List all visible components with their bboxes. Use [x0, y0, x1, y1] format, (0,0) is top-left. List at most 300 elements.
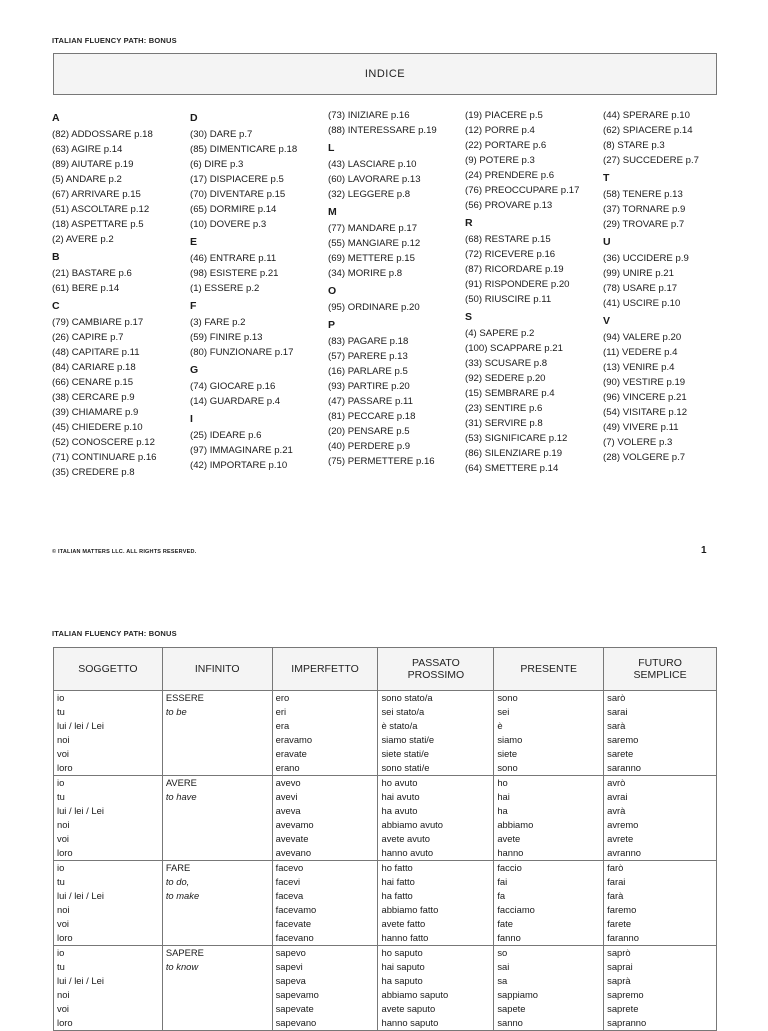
table-row	[54, 719, 717, 733]
index-entry: (87) RICORDARE p.19	[465, 264, 564, 275]
page-header: ITALIAN FLUENCY PATH: BONUS	[52, 36, 177, 45]
index-letter-heading: O	[328, 285, 337, 297]
index-letter-heading: F	[190, 300, 197, 312]
index-entry: (19) PIACERE p.5	[465, 110, 543, 121]
subject-cell: noi	[54, 988, 163, 1002]
infinitive-cell: to make	[162, 889, 272, 903]
passato-cell: hanno fatto	[378, 931, 494, 946]
header-passato-prossimo: PASSATO PROSSIMO	[378, 648, 494, 691]
table-row	[54, 889, 717, 903]
passato-cell: siamo stati/e	[378, 733, 494, 747]
presente-cell: facciamo	[494, 903, 604, 917]
index-entry: (28) VOLGERE p.7	[603, 452, 686, 463]
table-row	[54, 733, 717, 747]
table-row	[54, 1002, 717, 1016]
index-entry: (64) SMETTERE p.14	[465, 463, 559, 474]
table-row	[54, 917, 717, 931]
index-title-box	[53, 53, 717, 95]
presente-cell: avete	[494, 832, 604, 846]
table-row	[54, 747, 717, 761]
index-entry: (48) CAPITARE p.11	[52, 347, 140, 358]
index-letter-heading: L	[328, 142, 335, 154]
futuro-cell: saprete	[604, 1002, 717, 1016]
futuro-cell: saremo	[604, 733, 717, 747]
index-entry: (17) DISPIACERE p.5	[190, 174, 284, 185]
index-entry: (4) SAPERE p.2	[465, 328, 535, 339]
index-entry: (16) PARLARE p.5	[328, 366, 408, 377]
index-entry: (73) INIZIARE p.16	[328, 110, 410, 121]
passato-cell: abbiamo fatto	[378, 903, 494, 917]
index-column-3	[328, 108, 437, 469]
imperfetto-cell: eravate	[272, 747, 378, 761]
index-entry: (10) DOVERE p.3	[190, 219, 267, 230]
imperfetto-cell: erano	[272, 761, 378, 776]
index-letter-heading: B	[52, 251, 60, 263]
header-presente: PRESENTE	[494, 648, 604, 691]
index-entry: (3) FARE p.2	[190, 317, 246, 328]
copyright-footer: © ITALIAN MATTERS LLC. ALL RIGHTS RESERVED.	[52, 549, 197, 555]
index-entry: (2) AVERE p.2	[52, 234, 114, 245]
index-letter-heading: U	[603, 236, 611, 248]
imperfetto-cell: eravamo	[272, 733, 378, 747]
index-entry: (68) RESTARE p.15	[465, 234, 551, 245]
subject-cell: voi	[54, 917, 163, 931]
subject-cell: lui / lei / Lei	[54, 974, 163, 988]
subject-cell: voi	[54, 747, 163, 761]
passato-cell: abbiamo avuto	[378, 818, 494, 832]
table-row	[54, 903, 717, 917]
imperfetto-cell: facevo	[272, 861, 378, 876]
index-entry: (55) MANGIARE p.12	[328, 238, 421, 249]
index-entry: (83) PAGARE p.18	[328, 336, 409, 347]
index-entry: (9) POTERE p.3	[465, 155, 535, 166]
index-entry: (89) AIUTARE p.19	[52, 159, 134, 170]
presente-cell: ha	[494, 804, 604, 818]
index-entry: (50) RIUSCIRE p.11	[465, 294, 552, 305]
index-entry: (94) VALERE p.20	[603, 332, 682, 343]
index-entry: (72) RICEVERE p.16	[465, 249, 556, 260]
table-row	[54, 691, 717, 706]
index-letter-heading: M	[328, 206, 337, 218]
infinitive-cell	[162, 974, 272, 988]
index-entry: (65) DORMIRE p.14	[190, 204, 277, 215]
index-entry: (84) CARIARE p.18	[52, 362, 136, 373]
imperfetto-cell: avevi	[272, 790, 378, 804]
futuro-cell: farà	[604, 889, 717, 903]
conjugation-table	[53, 647, 717, 1031]
index-entry: (97) IMMAGINARE p.21	[190, 445, 293, 456]
presente-cell: fa	[494, 889, 604, 903]
index-entry: (42) IMPORTARE p.10	[190, 460, 288, 471]
index-entry: (85) DIMENTICARE p.18	[190, 144, 298, 155]
imperfetto-cell: facevi	[272, 875, 378, 889]
index-entry: (43) LASCIARE p.10	[328, 159, 417, 170]
futuro-cell: avrà	[604, 804, 717, 818]
index-entry: (15) SEMBRARE p.4	[465, 388, 555, 399]
subject-cell: lui / lei / Lei	[54, 804, 163, 818]
index-entry: (71) CONTINUARE p.16	[52, 452, 157, 463]
infinitive-cell: ESSERE	[162, 691, 272, 706]
index-column-2	[190, 108, 297, 473]
index-entry: (14) GUARDARE p.4	[190, 396, 281, 407]
index-entry: (23) SENTIRE p.6	[465, 403, 543, 414]
subject-cell: lui / lei / Lei	[54, 889, 163, 903]
index-entry: (32) LEGGERE p.8	[328, 189, 411, 200]
infinitive-cell: to have	[162, 790, 272, 804]
infinitive-cell: FARE	[162, 861, 272, 876]
subject-cell: loro	[54, 931, 163, 946]
index-entry: (81) PECCARE p.18	[328, 411, 416, 422]
header-futuro-semplice: FUTURO SEMPLICE	[604, 648, 717, 691]
futuro-cell: farai	[604, 875, 717, 889]
futuro-cell: sarai	[604, 705, 717, 719]
imperfetto-cell: sapeva	[272, 974, 378, 988]
index-entry: (77) MANDARE p.17	[328, 223, 418, 234]
passato-cell: siete stati/e	[378, 747, 494, 761]
imperfetto-cell: avevo	[272, 776, 378, 791]
infinitive-cell	[162, 917, 272, 931]
index-entry: (53) SIGNIFICARE p.12	[465, 433, 568, 444]
subject-cell: voi	[54, 832, 163, 846]
subject-cell: tu	[54, 705, 163, 719]
passato-cell: sono stato/a	[378, 691, 494, 706]
table-row	[54, 960, 717, 974]
subject-cell: noi	[54, 818, 163, 832]
index-entry: (80) FUNZIONARE p.17	[190, 347, 294, 358]
table-header-row	[54, 648, 717, 691]
futuro-cell: farete	[604, 917, 717, 931]
passato-cell: avete saputo	[378, 1002, 494, 1016]
infinitive-cell: AVERE	[162, 776, 272, 791]
index-column-1	[52, 108, 157, 480]
index-entry: (76) PREOCCUPARE p.17	[465, 185, 580, 196]
index-entry: (31) SERVIRE p.8	[465, 418, 543, 429]
infinitive-cell	[162, 832, 272, 846]
index-entry: (60) LAVORARE p.13	[328, 174, 421, 185]
index-entry: (99) UNIRE p.21	[603, 268, 674, 279]
futuro-cell: sapremo	[604, 988, 717, 1002]
infinitive-cell	[162, 931, 272, 946]
index-entry: (54) VISITARE p.12	[603, 407, 688, 418]
infinitive-cell	[162, 761, 272, 776]
index-entry: (35) CREDERE p.8	[52, 467, 135, 478]
imperfetto-cell: facevano	[272, 931, 378, 946]
index-entry: (90) VESTIRE p.19	[603, 377, 686, 388]
subject-cell: noi	[54, 733, 163, 747]
index-entry: (36) UCCIDERE p.9	[603, 253, 689, 264]
index-entry: (56) PROVARE p.13	[465, 200, 553, 211]
passato-cell: avete avuto	[378, 832, 494, 846]
page-header-2: ITALIAN FLUENCY PATH: BONUS	[52, 629, 177, 638]
index-entry: (78) USARE p.17	[603, 283, 678, 294]
index-letter-heading: C	[52, 300, 60, 312]
presente-cell: sono	[494, 761, 604, 776]
subject-cell: loro	[54, 1016, 163, 1031]
index-entry: (57) PARERE p.13	[328, 351, 408, 362]
futuro-cell: saprà	[604, 974, 717, 988]
index-entry: (30) DARE p.7	[190, 129, 253, 140]
subject-cell: tu	[54, 790, 163, 804]
index-entry: (52) CONOSCERE p.12	[52, 437, 155, 448]
index-entry: (93) PARTIRE p.20	[328, 381, 410, 392]
imperfetto-cell: aveva	[272, 804, 378, 818]
index-entry: (51) ASCOLTARE p.12	[52, 204, 150, 215]
imperfetto-cell: sapevate	[272, 1002, 378, 1016]
table-row	[54, 818, 717, 832]
index-letter-heading: A	[52, 112, 60, 124]
index-entry: (29) TROVARE p.7	[603, 219, 685, 230]
index-entry: (46) ENTRARE p.11	[190, 253, 277, 264]
futuro-cell: avrai	[604, 790, 717, 804]
presente-cell: siete	[494, 747, 604, 761]
presente-cell: siamo	[494, 733, 604, 747]
index-entry: (21) BASTARE p.6	[52, 268, 132, 279]
passato-cell: abbiamo saputo	[378, 988, 494, 1002]
table-row	[54, 861, 717, 876]
passato-cell: sei stato/a	[378, 705, 494, 719]
imperfetto-cell: era	[272, 719, 378, 733]
subject-cell: loro	[54, 846, 163, 861]
futuro-cell: saranno	[604, 761, 717, 776]
futuro-cell: saprò	[604, 946, 717, 961]
index-entry: (92) SEDERE p.20	[465, 373, 546, 384]
index-letter-heading: E	[190, 236, 198, 248]
table-row	[54, 776, 717, 791]
index-letter-heading: D	[190, 112, 198, 124]
imperfetto-cell: sapevo	[272, 946, 378, 961]
passato-cell: hanno saputo	[378, 1016, 494, 1031]
index-entry: (74) GIOCARE p.16	[190, 381, 276, 392]
infinitive-cell	[162, 747, 272, 761]
index-entry: (95) ORDINARE p.20	[328, 302, 420, 313]
presente-cell: sanno	[494, 1016, 604, 1031]
infinitive-cell	[162, 846, 272, 861]
subject-cell: noi	[54, 903, 163, 917]
index-letter-heading: P	[328, 319, 336, 331]
index-entry: (91) RISPONDERE p.20	[465, 279, 570, 290]
presente-cell: hanno	[494, 846, 604, 861]
subject-cell: io	[54, 691, 163, 706]
infinitive-cell	[162, 733, 272, 747]
index-entry: (44) SPERARE p.10	[603, 110, 690, 121]
futuro-cell: avranno	[604, 846, 717, 861]
index-entry: (40) PERDERE p.9	[328, 441, 411, 452]
index-entry: (5) ANDARE p.2	[52, 174, 122, 185]
index-entry: (69) METTERE p.15	[328, 253, 415, 264]
passato-cell: ho saputo	[378, 946, 494, 961]
index-entry: (86) SILENZIARE p.19	[465, 448, 563, 459]
infinitive-cell	[162, 818, 272, 832]
index-entry: (100) SCAPPARE p.21	[465, 343, 563, 354]
presente-cell: sei	[494, 705, 604, 719]
index-entry: (7) VOLERE p.3	[603, 437, 673, 448]
table-row	[54, 804, 717, 818]
index-entry: (33) SCUSARE p.8	[465, 358, 548, 369]
presente-cell: ho	[494, 776, 604, 791]
index-entry: (75) PERMETTERE p.16	[328, 456, 435, 467]
subject-cell: lui / lei / Lei	[54, 719, 163, 733]
imperfetto-cell: facevamo	[272, 903, 378, 917]
infinitive-cell: to be	[162, 705, 272, 719]
futuro-cell: avremo	[604, 818, 717, 832]
index-entry: (6) DIRE p.3	[190, 159, 244, 170]
subject-cell: loro	[54, 761, 163, 776]
imperfetto-cell: sapevi	[272, 960, 378, 974]
presente-cell: fai	[494, 875, 604, 889]
passato-cell: hai avuto	[378, 790, 494, 804]
futuro-cell: faremo	[604, 903, 717, 917]
index-entry: (47) PASSARE p.11	[328, 396, 413, 407]
index-entry: (62) SPIACERE p.14	[603, 125, 693, 136]
presente-cell: fanno	[494, 931, 604, 946]
index-entry: (34) MORIRE p.8	[328, 268, 403, 279]
passato-cell: hai saputo	[378, 960, 494, 974]
index-entry: (67) ARRIVARE p.15	[52, 189, 141, 200]
passato-cell: hai fatto	[378, 875, 494, 889]
table-row	[54, 832, 717, 846]
index-entry: (13) VENIRE p.4	[603, 362, 675, 373]
futuro-cell: sarà	[604, 719, 717, 733]
index-entry: (22) PORTARE p.6	[465, 140, 547, 151]
imperfetto-cell: eri	[272, 705, 378, 719]
index-entry: (24) PRENDERE p.6	[465, 170, 555, 181]
table-row	[54, 974, 717, 988]
imperfetto-cell: avevamo	[272, 818, 378, 832]
presente-cell: sa	[494, 974, 604, 988]
index-entry: (37) TORNARE p.9	[603, 204, 686, 215]
index-entry: (61) BERE p.14	[52, 283, 120, 294]
index-entry: (63) AGIRE p.14	[52, 144, 123, 155]
index-entry: (8) STARE p.3	[603, 140, 665, 151]
index-letter-heading: V	[603, 315, 611, 327]
index-entry: (66) CENARE p.15	[52, 377, 134, 388]
imperfetto-cell: ero	[272, 691, 378, 706]
subject-cell: tu	[54, 960, 163, 974]
futuro-cell: saprai	[604, 960, 717, 974]
infinitive-cell: to know	[162, 960, 272, 974]
subject-cell: io	[54, 861, 163, 876]
index-entry: (82) ADDOSSARE p.18	[52, 129, 153, 140]
subject-cell: io	[54, 946, 163, 961]
index-entry: (39) CHIAMARE p.9	[52, 407, 139, 418]
table-row	[54, 705, 717, 719]
index-entry: (79) CAMBIARE p.17	[52, 317, 144, 328]
futuro-cell: sarò	[604, 691, 717, 706]
futuro-cell: sarete	[604, 747, 717, 761]
index-entry: (98) ESISTERE p.21	[190, 268, 279, 279]
presente-cell: è	[494, 719, 604, 733]
presente-cell: sono	[494, 691, 604, 706]
futuro-cell: faranno	[604, 931, 717, 946]
presente-cell: abbiamo	[494, 818, 604, 832]
table-row	[54, 988, 717, 1002]
header-infinito: INFINITO	[162, 648, 272, 691]
subject-cell: tu	[54, 875, 163, 889]
presente-cell: sai	[494, 960, 604, 974]
index-entry: (1) ESSERE p.2	[190, 283, 260, 294]
index-column-5	[603, 108, 699, 465]
infinitive-cell	[162, 988, 272, 1002]
index-entry: (12) PORRE p.4	[465, 125, 535, 136]
header-soggetto: SOGGETTO	[54, 648, 163, 691]
index-entry: (70) DIVENTARE p.15	[190, 189, 286, 200]
infinitive-cell	[162, 903, 272, 917]
infinitive-cell	[162, 719, 272, 733]
index-entry: (41) USCIRE p.10	[603, 298, 681, 309]
passato-cell: ho fatto	[378, 861, 494, 876]
imperfetto-cell: facevate	[272, 917, 378, 931]
passato-cell: hanno avuto	[378, 846, 494, 861]
header-imperfetto: IMPERFETTO	[272, 648, 378, 691]
passato-cell: ha avuto	[378, 804, 494, 818]
table-row	[54, 946, 717, 961]
index-entry: (38) CERCARE p.9	[52, 392, 135, 403]
index-entry: (49) VIVERE p.11	[603, 422, 679, 433]
futuro-cell: farò	[604, 861, 717, 876]
table-row	[54, 761, 717, 776]
presente-cell: sappiamo	[494, 988, 604, 1002]
subject-cell: voi	[54, 1002, 163, 1016]
imperfetto-cell: sapevamo	[272, 988, 378, 1002]
futuro-cell: avrò	[604, 776, 717, 791]
table-row	[54, 931, 717, 946]
index-column-4	[465, 108, 579, 476]
index-entry: (20) PENSARE p.5	[328, 426, 410, 437]
index-entry: (26) CAPIRE p.7	[52, 332, 124, 343]
index-entry: (59) FINIRE p.13	[190, 332, 263, 343]
page-number: 1	[701, 545, 707, 556]
index-entry: (96) VINCERE p.21	[603, 392, 687, 403]
index-entry: (45) CHIEDERE p.10	[52, 422, 143, 433]
index-entry: (11) VEDERE p.4	[603, 347, 678, 358]
index-letter-heading: S	[465, 311, 473, 323]
imperfetto-cell: avevano	[272, 846, 378, 861]
passato-cell: avete fatto	[378, 917, 494, 931]
infinitive-cell	[162, 804, 272, 818]
passato-cell: ha fatto	[378, 889, 494, 903]
futuro-cell: sapranno	[604, 1016, 717, 1031]
index-entry: (25) IDEARE p.6	[190, 430, 262, 441]
index-entry: (27) SUCCEDERE p.7	[603, 155, 699, 166]
futuro-cell: avrete	[604, 832, 717, 846]
subject-cell: io	[54, 776, 163, 791]
presente-cell: hai	[494, 790, 604, 804]
presente-cell: sapete	[494, 1002, 604, 1016]
passato-cell: ha saputo	[378, 974, 494, 988]
index-letter-heading: I	[190, 413, 193, 425]
passato-cell: ho avuto	[378, 776, 494, 791]
index-title: INDICE	[364, 68, 406, 80]
index-letter-heading: G	[190, 364, 199, 376]
imperfetto-cell: avevate	[272, 832, 378, 846]
index-letter-heading: R	[465, 217, 473, 229]
table-row	[54, 875, 717, 889]
presente-cell: so	[494, 946, 604, 961]
index-entry: (88) INTERESSARE p.19	[328, 125, 437, 136]
index-entry: (58) TENERE p.13	[603, 189, 683, 200]
index-entry: (18) ASPETTARE p.5	[52, 219, 144, 230]
imperfetto-cell: sapevano	[272, 1016, 378, 1031]
table-row	[54, 846, 717, 861]
presente-cell: fate	[494, 917, 604, 931]
passato-cell: è stato/a	[378, 719, 494, 733]
infinitive-cell: to do,	[162, 875, 272, 889]
passato-cell: sono stati/e	[378, 761, 494, 776]
infinitive-cell	[162, 1016, 272, 1031]
imperfetto-cell: faceva	[272, 889, 378, 903]
index-letter-heading: T	[603, 172, 610, 184]
infinitive-cell	[162, 1002, 272, 1016]
